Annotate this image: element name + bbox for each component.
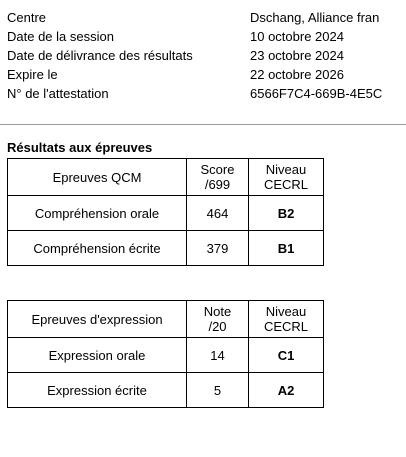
info-row-expiry: [7, 65, 406, 84]
header-cecrl-label: CECRL: [263, 177, 309, 192]
info-row-attestation-number: [7, 84, 406, 103]
header-epreuves-qcm: Epreuves QCM: [8, 159, 187, 196]
epreuve-score: 464: [187, 196, 249, 231]
info-row-results-date: [7, 46, 406, 65]
header-niveau-label: Niveau: [265, 162, 307, 177]
header-note: [187, 301, 249, 338]
info-value: 6566F7C4-669B-4E5C: [250, 86, 383, 101]
results-title: Résultats aux épreuves: [7, 140, 153, 155]
table-row: [8, 373, 324, 408]
epreuve-level: B2: [249, 196, 324, 231]
expression-results-table: [7, 300, 324, 408]
epreuve-score: 5: [187, 373, 249, 408]
epreuve-name: Compréhension orale: [8, 196, 187, 231]
header-epreuves-expression: Epreuves d'expression: [8, 301, 187, 338]
info-label: Centre: [7, 10, 47, 25]
header-note-max: /20: [208, 319, 227, 334]
epreuve-level: A2: [249, 373, 324, 408]
info-row-session-date: [7, 27, 406, 46]
table-row: [8, 338, 324, 373]
epreuve-name: Compréhension écrite: [8, 231, 187, 266]
header-niveau-label: Niveau: [265, 304, 307, 319]
info-label: N° de l'attestation: [7, 86, 109, 101]
info-row-centre: [7, 8, 406, 27]
epreuve-score: 14: [187, 338, 249, 373]
info-value: 22 octobre 2026: [250, 67, 344, 82]
info-value: Dschang, Alliance fran: [250, 10, 380, 25]
header-cecrl-label: CECRL: [263, 319, 309, 334]
info-label: Date de délivrance des résultats: [7, 48, 193, 63]
attestation-info: [7, 8, 406, 103]
epreuve-name: Expression écrite: [8, 373, 187, 408]
info-value: 23 octobre 2024: [250, 48, 344, 63]
header-note-label: Note: [203, 304, 232, 319]
table-row: [8, 231, 324, 266]
epreuve-level: C1: [249, 338, 324, 373]
table-header-row: [8, 159, 324, 196]
divider: [0, 124, 406, 125]
info-label: Date de la session: [7, 29, 114, 44]
table-header-row: [8, 301, 324, 338]
header-niveau: [249, 159, 324, 196]
epreuve-score: 379: [187, 231, 249, 266]
epreuve-level: B1: [249, 231, 324, 266]
info-label: Expire le: [7, 67, 58, 82]
header-niveau: [249, 301, 324, 338]
header-score: [187, 159, 249, 196]
table-row: [8, 196, 324, 231]
info-value: 10 octobre 2024: [250, 29, 344, 44]
header-score-label: Score: [200, 162, 235, 177]
epreuve-name: Expression orale: [8, 338, 187, 373]
header-score-max: /699: [204, 177, 231, 192]
qcm-results-table: [7, 158, 324, 266]
